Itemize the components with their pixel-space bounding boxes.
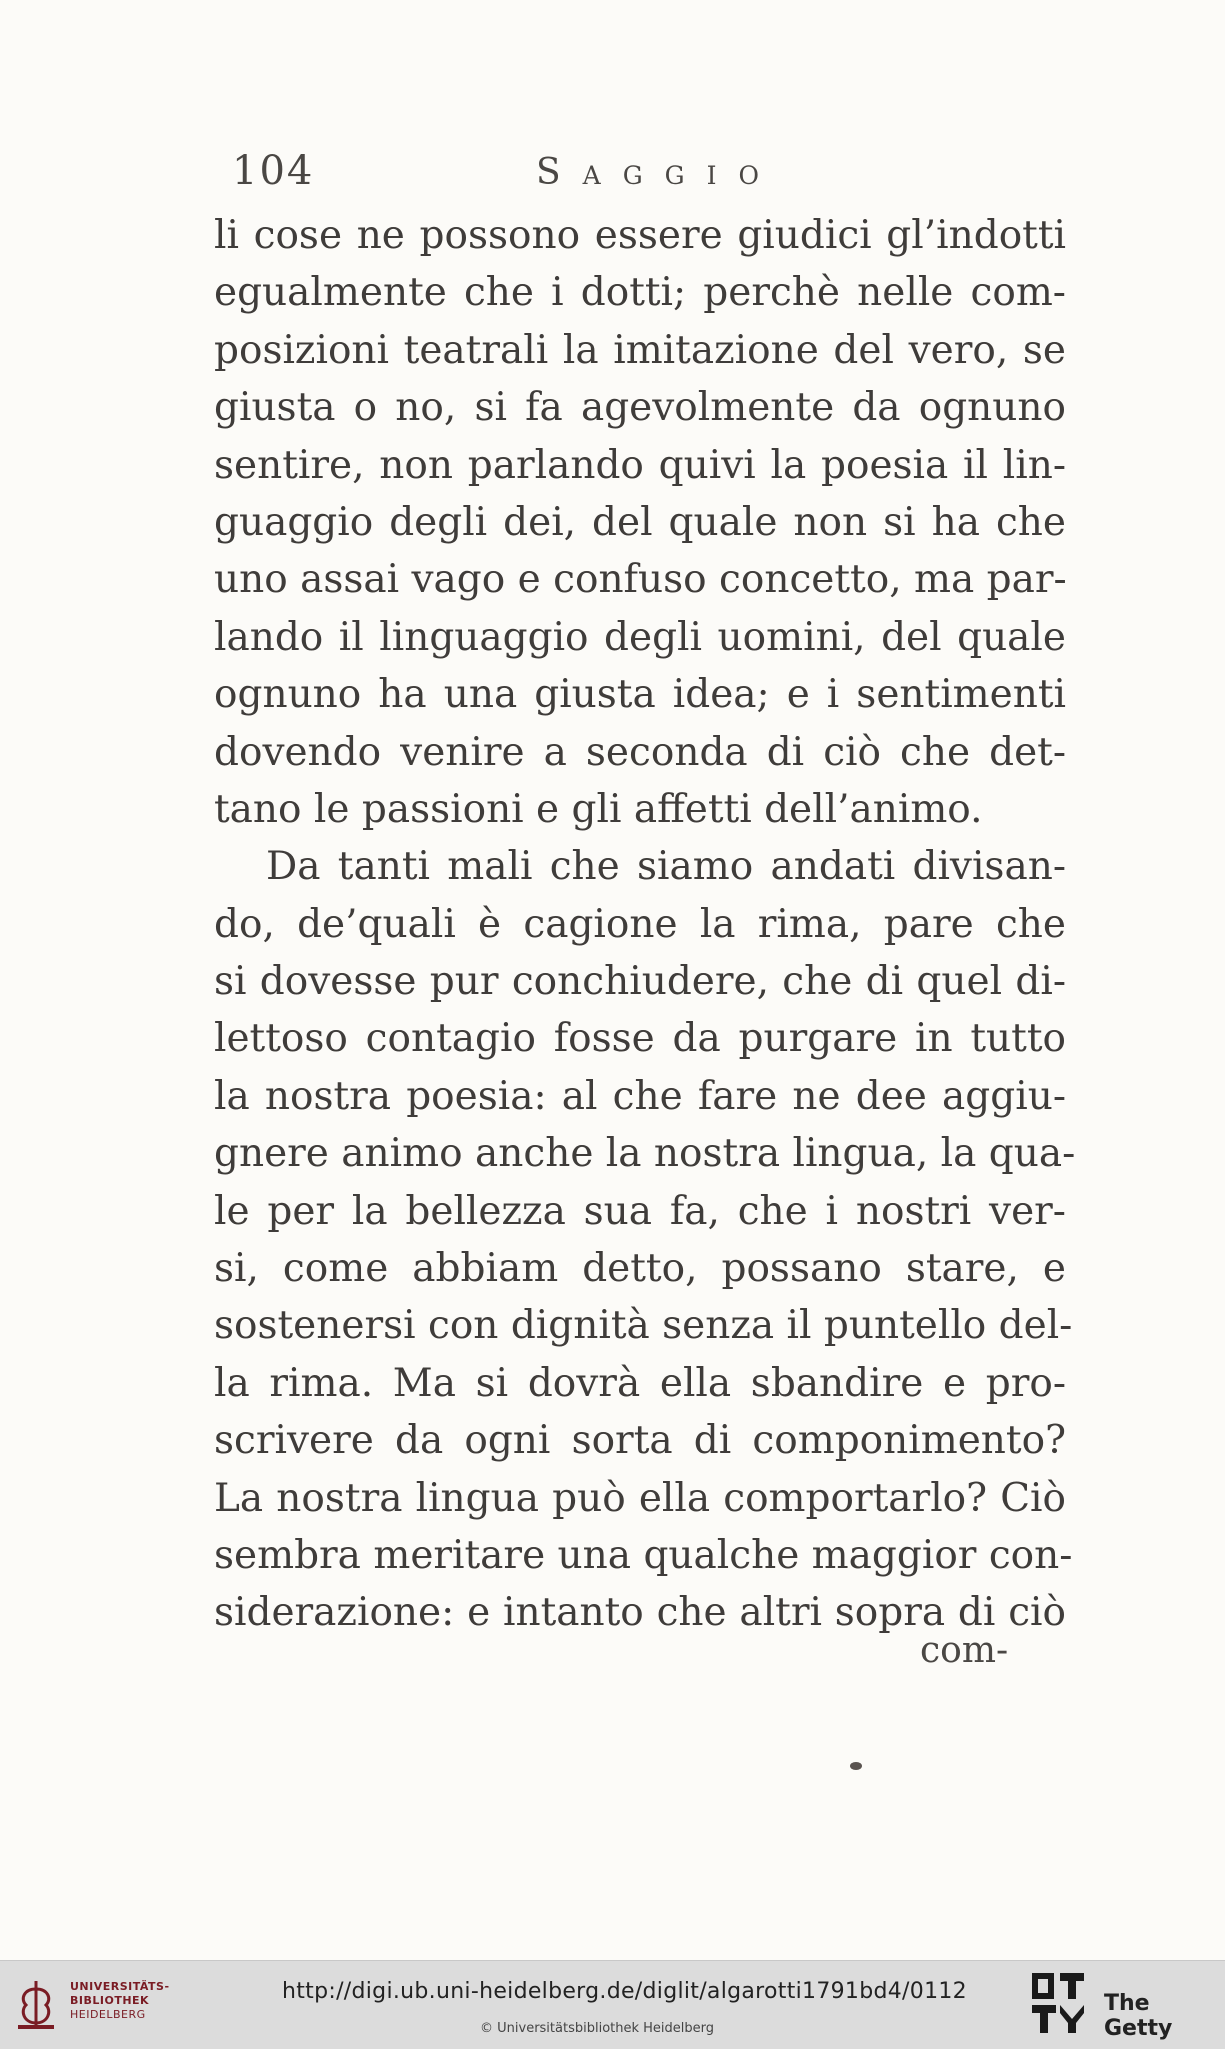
text-line: egualmente che i dotti; perchè nelle com- [214, 270, 1066, 316]
copyright-notice: © Universitätsbibliothek Heidelberg [480, 2021, 715, 2036]
text-line: si dovesse pur conchiudere, che di quel di- [214, 959, 1066, 1005]
text-line: si, come abbiam detto, possano stare, e [214, 1246, 1066, 1292]
getty-name: The Getty [1104, 1991, 1173, 2041]
text-line: dovendo venire a seconda di ciò che det- [214, 729, 1066, 775]
text-line: scrivere da ogni sorta di componimento? [214, 1418, 1066, 1464]
source-url-link[interactable]: http://digi.ub.uni-heidelberg.de/diglit/algarotti1791bd4/0112 [282, 1979, 967, 2004]
getty-logo-icon [1030, 1971, 1086, 2035]
body-text [214, 207, 1076, 1642]
library-name-line: HEIDELBERG [70, 2008, 146, 2021]
text-line: posizioni teatrali la imitazione del vero, se [214, 327, 1066, 373]
running-title: Saggio [536, 152, 782, 193]
university-library-logo-icon [14, 1979, 58, 2031]
text-line: li cose ne possono essere giudici gl’indotti [214, 213, 1066, 258]
text-line: guaggio degli dei, del quale non si ha che [214, 499, 1066, 545]
page-header [218, 148, 1068, 198]
text-line: ognuno ha una giusta idea; e i sentimenti [214, 672, 1066, 718]
text-line: la rima. Ma si dovrà ella sbandire e pro- [214, 1360, 1066, 1406]
text-line: do, de’quali è cagione la rima, pare che [214, 901, 1066, 947]
footer-bar [0, 1960, 1225, 2049]
text-line: sembra meritare una qualche maggior con- [214, 1532, 1073, 1578]
page-number: 104 [232, 148, 315, 194]
paragraph-start-line: Da tanti mali che siamo andati divisan- [266, 844, 1066, 890]
text-line: siderazione: e intanto che altri sopra di ciò [214, 1590, 1066, 1636]
text-line: le per la bellezza sua fa, che i nostri ver- [214, 1188, 1066, 1234]
text-line: tano le passioni e gli affetti dell’animo. [214, 786, 983, 832]
text-line: uno assai vago e confuso concetto, ma par- [214, 557, 1067, 603]
text-line: giusta o no, si fa agevolmente da ognuno [214, 385, 1066, 431]
text-line: sostenersi con dignità senza il puntello del- [214, 1303, 1073, 1349]
ink-speck [850, 1762, 862, 1770]
catchword: com- [920, 1630, 1009, 1671]
text-line: lando il linguaggio degli uomini, del quale [214, 614, 1066, 660]
library-name-line: BIBLIOTHEK [70, 1994, 150, 2007]
text-line: lettoso contagio fosse da purgare in tutto [214, 1016, 1066, 1062]
library-name-line: UNIVERSITÄTS- [70, 1980, 170, 1993]
text-line: sentire, non parlando quivi la poesia il lin- [214, 442, 1066, 488]
library-name [70, 1980, 170, 2022]
text-line: La nostra lingua può ella comportarlo? Ciò [214, 1475, 1066, 1521]
text-line: la nostra poesia: al che fare ne dee aggiu- [214, 1073, 1066, 1119]
text-line: gnere animo anche la nostra lingua, la qua- [214, 1131, 1076, 1177]
